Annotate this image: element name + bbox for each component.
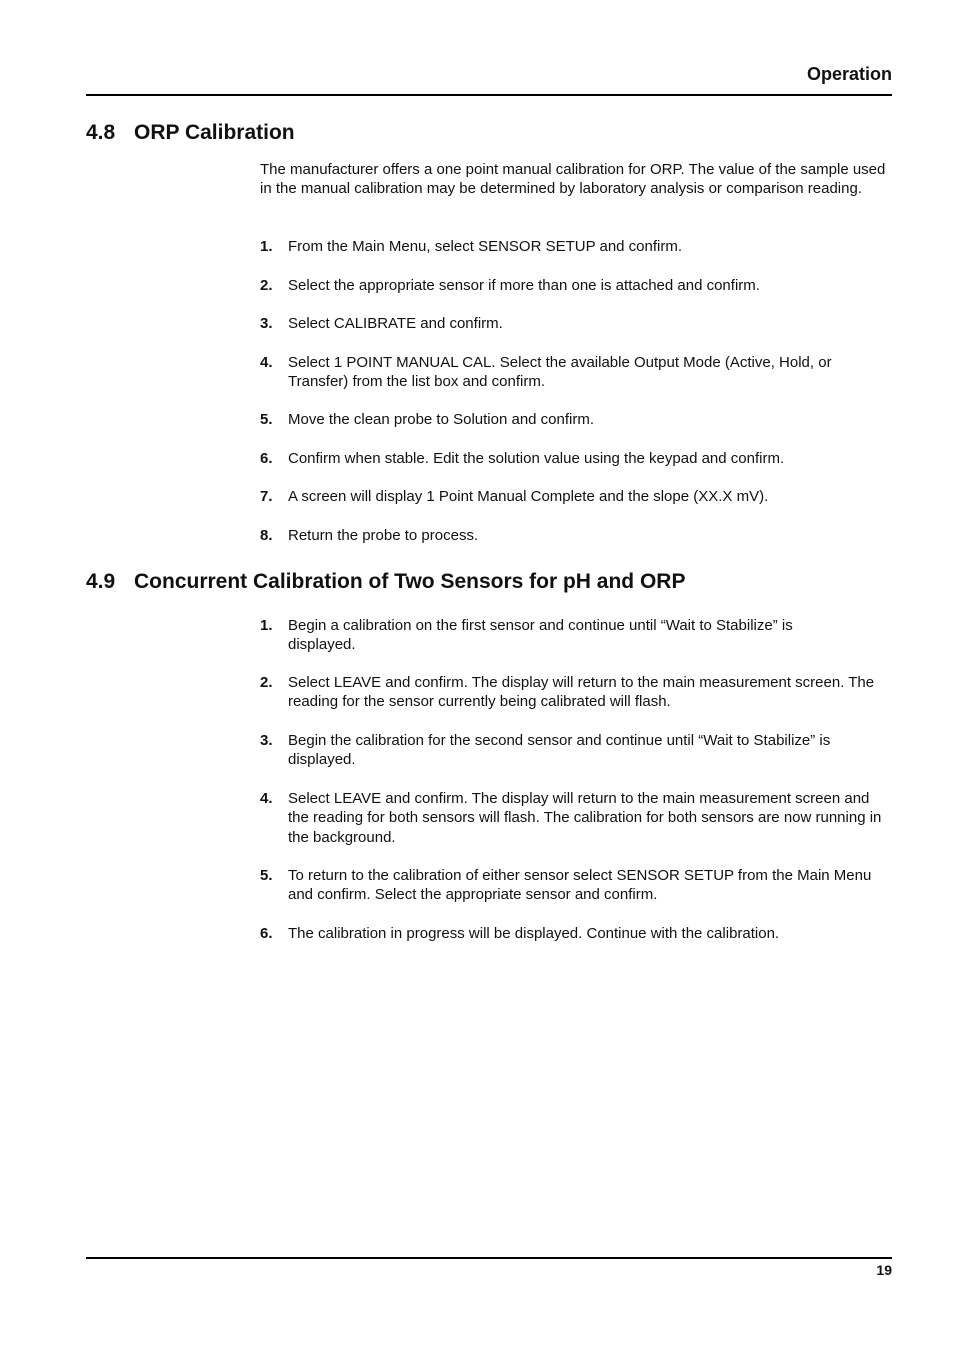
step-number: 5.: [260, 411, 273, 428]
step-text: Confirm when stable. Edit the solution value using the keypad and confirm.: [288, 450, 785, 467]
step-number: 1.: [260, 617, 273, 634]
list-item: [260, 731, 892, 770]
step-text: To return to the calibration of either sensor select SENSOR SETUP from the Main Menu and confirm. Select the appropriate sensor and confirm.: [288, 867, 872, 904]
list-item: [260, 237, 892, 256]
step-text: From the Main Menu, select SENSOR SETUP and confirm.: [288, 238, 683, 255]
section-4-9-heading: [86, 569, 685, 595]
step-number: 2.: [260, 277, 273, 294]
section-number: 4.9: [86, 570, 116, 593]
running-header: [86, 62, 892, 96]
step-number: 3.: [260, 732, 273, 749]
list-item: [260, 314, 892, 333]
section-title: ORP Calibration: [134, 121, 295, 144]
step-number: 4.: [260, 354, 273, 371]
step-number: 1.: [260, 238, 273, 255]
list-item: [260, 616, 892, 655]
step-text: Select the appropriate sensor if more than one is attached and confirm.: [288, 277, 760, 294]
step-number: 5.: [260, 867, 273, 884]
step-number: 6.: [260, 450, 273, 467]
step-text: Move the clean probe to Solution and confirm.: [288, 411, 595, 428]
list-item: [260, 526, 892, 545]
step-number: 4.: [260, 790, 273, 807]
list-item: [260, 449, 892, 468]
header-section-title: Operation: [806, 64, 892, 84]
list-item: [260, 924, 892, 943]
page-number: 19: [876, 1262, 892, 1278]
step-text: The calibration in progress will be displayed. Continue with the calibration.: [288, 925, 780, 942]
section-4-8-heading: [86, 120, 295, 146]
step-text: Begin the calibration for the second sensor and continue until “Wait to Stabilize” is displayed.: [288, 732, 831, 769]
list-item: [260, 673, 892, 712]
step-number: 6.: [260, 925, 273, 942]
step-text: Select LEAVE and confirm. The display will return to the main measurement screen and the reading for both sensors will flash. The calibration for both sensors are now running in the background.: [288, 790, 882, 846]
list-item: [260, 866, 892, 905]
running-footer: [86, 1257, 892, 1280]
step-number: 2.: [260, 674, 273, 691]
step-text: A screen will display 1 Point Manual Complete and the slope (XX.X mV).: [288, 488, 769, 505]
section-title: Concurrent Calibration of Two Sensors for pH and ORP: [134, 570, 686, 593]
list-item: [260, 353, 892, 392]
list-item: [260, 487, 892, 506]
list-item: [260, 410, 892, 429]
step-text: Select CALIBRATE and confirm.: [288, 315, 503, 332]
step-text: Begin a calibration on the first sensor and continue until “Wait to Stabilize” is displayed.: [288, 617, 793, 654]
step-text: Return the probe to process.: [288, 527, 479, 544]
section-4-8-intro: The manufacturer offers a one point manual calibration for ORP. The value of the sample used in the manual calibration may be determined by laboratory analysis or comparison reading.: [260, 161, 886, 198]
section-number: 4.8: [86, 121, 116, 144]
list-item: [260, 789, 892, 847]
step-number: 8.: [260, 527, 273, 544]
step-number: 3.: [260, 315, 273, 332]
list-item: [260, 276, 892, 295]
step-number: 7.: [260, 488, 273, 505]
step-text: Select LEAVE and confirm. The display will return to the main measurement screen. The reading for the sensor currently being calibrated will flash.: [288, 674, 875, 711]
step-text: Select 1 POINT MANUAL CAL. Select the available Output Mode (Active, Hold, or Transfer) from the list box and confirm.: [288, 354, 832, 391]
